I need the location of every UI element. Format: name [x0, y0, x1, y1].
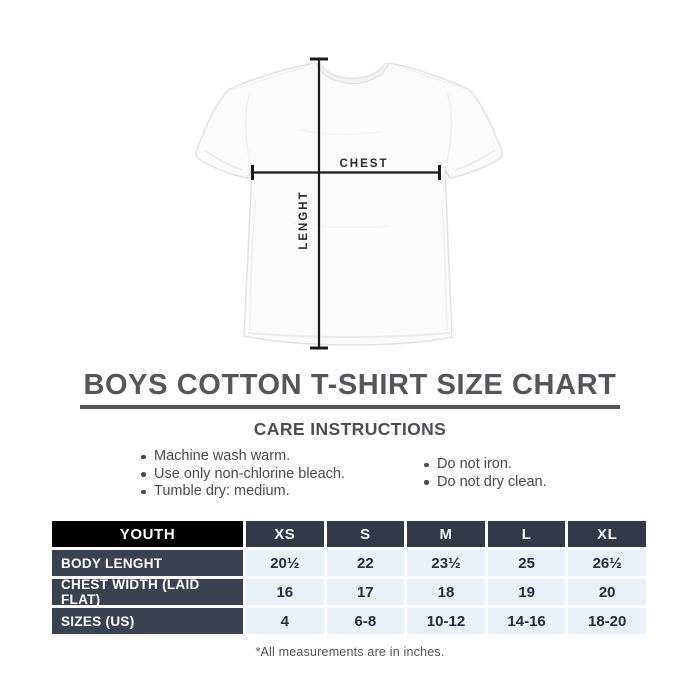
- care-list-left: [141, 448, 345, 501]
- table-header-size-xs: XS: [246, 521, 324, 547]
- table-cell: 10-12: [407, 608, 485, 634]
- table-cell: 18: [407, 579, 485, 605]
- care-list-right: [424, 456, 547, 491]
- table-header-youth: YOUTH: [52, 521, 243, 547]
- table-cell: 4: [246, 608, 324, 634]
- table-cell: 22: [327, 550, 405, 576]
- table-cell: 16: [246, 579, 324, 605]
- chest-label: CHEST: [339, 158, 389, 170]
- table-cell: 20: [568, 579, 646, 605]
- table-cell: 25: [488, 550, 566, 576]
- table-cell: 18-20: [568, 608, 646, 634]
- row-label-body-length: BODY LENGHT: [52, 550, 243, 576]
- tshirt-body: [196, 63, 502, 345]
- table-cell: 20½: [246, 550, 324, 576]
- table-cell: 14-16: [488, 608, 566, 634]
- care-instructions-heading: CARE INSTRUCTIONS: [253, 419, 447, 439]
- table-header-size-m: M: [407, 521, 485, 547]
- measurements-footnote: *All measurements are in inches.: [255, 645, 445, 659]
- size-table: [52, 521, 646, 634]
- table-header-size-xl: XL: [568, 521, 646, 547]
- row-label-sizes-us: SIZES (US): [52, 608, 243, 634]
- care-item: Machine wash warm.: [141, 448, 345, 466]
- table-header-size-l: L: [488, 521, 566, 547]
- table-cell: 6-8: [327, 608, 405, 634]
- table-header-size-s: S: [327, 521, 405, 547]
- length-label: LENGHT: [298, 190, 310, 250]
- table-cell: 26½: [568, 550, 646, 576]
- row-label-chest-width: CHEST WIDTH (LAID FLAT): [52, 579, 243, 605]
- care-item: Do not iron.: [424, 456, 547, 474]
- care-item: Tumble dry: medium.: [141, 483, 345, 501]
- care-item: Do not dry clean.: [424, 474, 547, 492]
- table-cell: 17: [327, 579, 405, 605]
- care-item: Use only non-chlorine bleach.: [141, 466, 345, 484]
- page-title: BOYS COTTON T-SHIRT SIZE CHART: [80, 370, 619, 409]
- page-title-wrap: [0, 370, 700, 409]
- table-cell: 19: [488, 579, 566, 605]
- table-cell: 23½: [407, 550, 485, 576]
